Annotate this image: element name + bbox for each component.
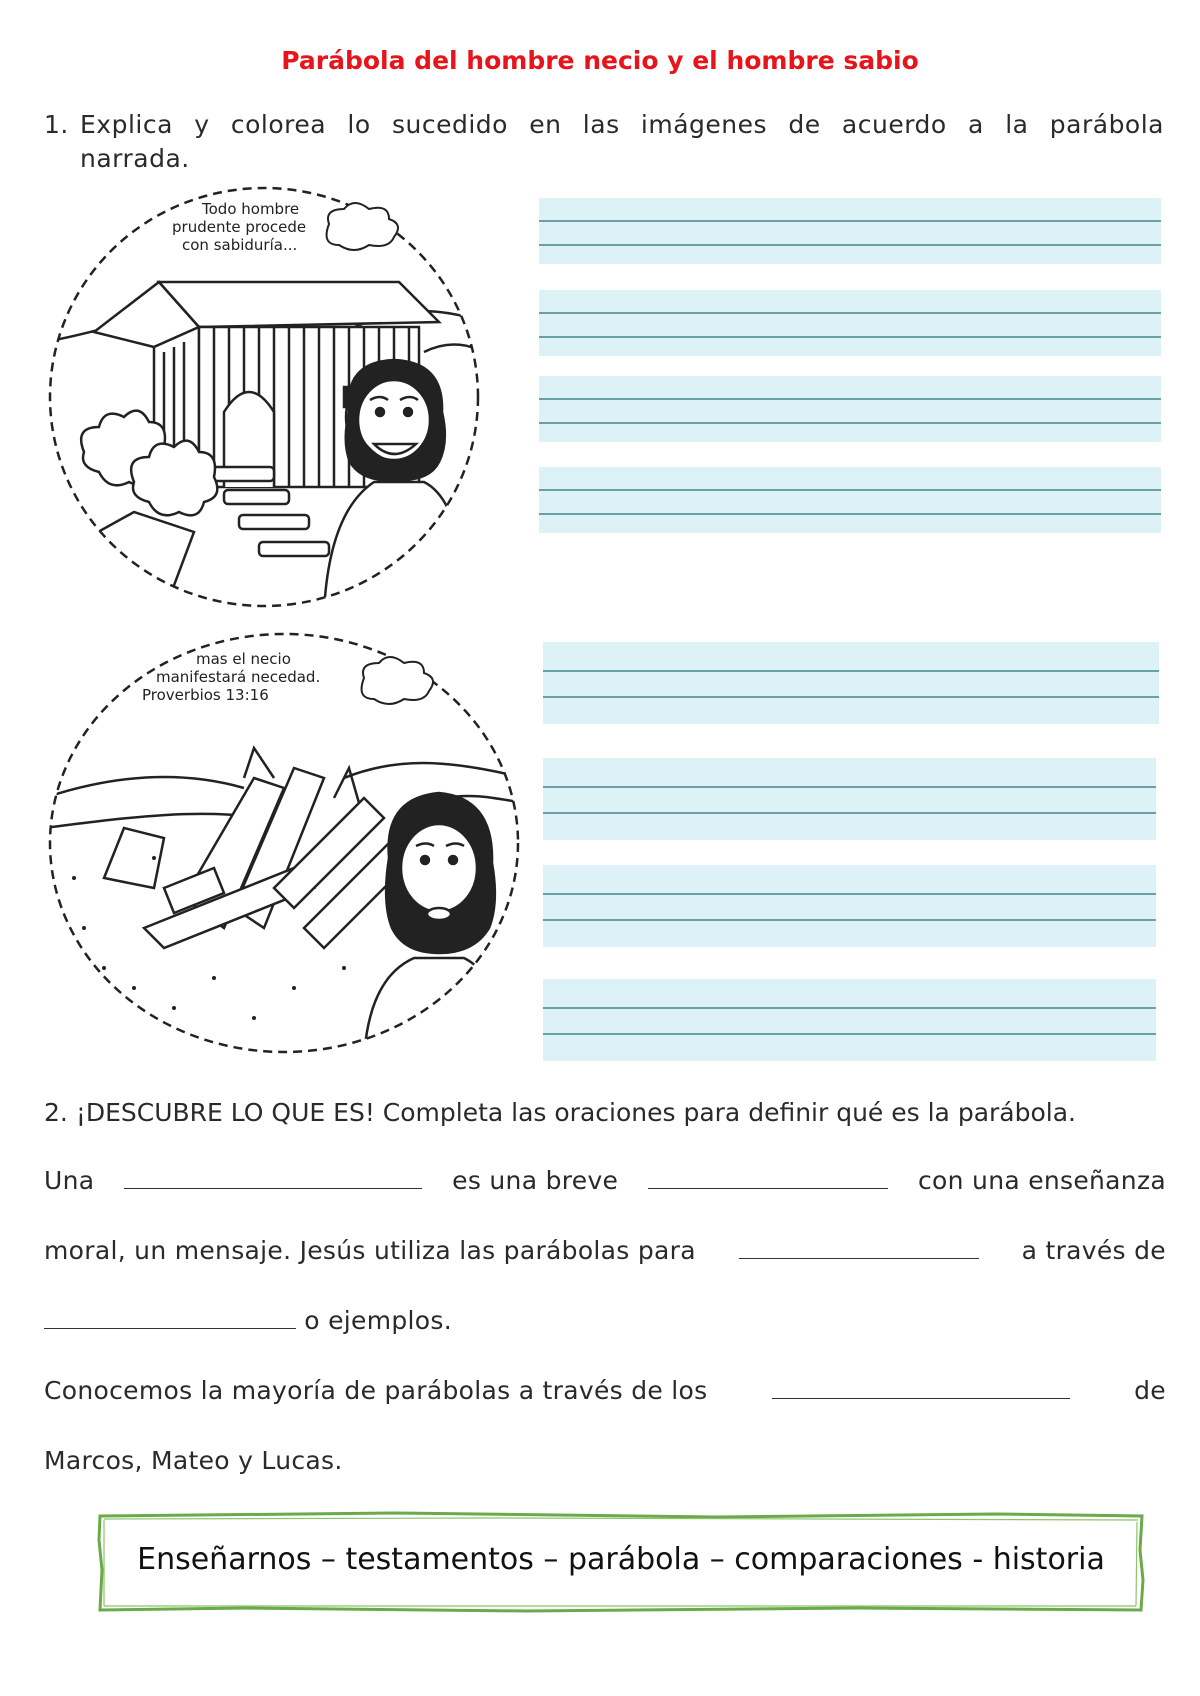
writing-area-4[interactable] — [539, 467, 1161, 533]
sentence-text: moral, un mensaje. Jesús utiliza las parábolas para — [44, 1236, 696, 1265]
writing-area-1[interactable] — [539, 198, 1161, 264]
sentence-line-1 — [44, 1166, 1166, 1195]
sentence-text: Marcos, Mateo y Lucas. — [44, 1446, 343, 1475]
bubble-line-3: con sabiduría... — [182, 236, 298, 254]
question-1-number: 1. — [44, 110, 69, 139]
writing-area-3[interactable] — [539, 376, 1161, 442]
illustration-foolish-man — [44, 628, 524, 1058]
blank-2[interactable] — [648, 1166, 888, 1189]
sentence-text: a través de — [1021, 1236, 1166, 1265]
question-2 — [44, 1098, 1076, 1127]
illustration-wise-man — [44, 182, 484, 612]
sentence-text: Una — [44, 1166, 95, 1195]
bubble-line-3: Proverbios 13:16 — [142, 686, 269, 704]
blank-5[interactable] — [772, 1376, 1070, 1399]
question-2-number: 2. — [44, 1098, 68, 1127]
writing-area-7[interactable] — [543, 865, 1156, 947]
writing-area-8[interactable] — [543, 979, 1156, 1061]
blank-1[interactable] — [124, 1166, 422, 1189]
bubble-line-1: Todo hombre — [202, 200, 300, 218]
sentence-line-4 — [44, 1376, 1166, 1405]
foolish-man-drawing — [44, 628, 524, 1058]
blank-4[interactable] — [44, 1306, 296, 1329]
question-1 — [44, 108, 1164, 176]
writing-area-6[interactable] — [543, 758, 1156, 840]
sentence-line-2 — [44, 1236, 1166, 1265]
sentence-text: o ejemplos. — [304, 1306, 452, 1335]
blank-3[interactable] — [739, 1236, 979, 1259]
wise-man-drawing — [44, 182, 484, 612]
word-bank — [96, 1510, 1146, 1614]
sentence-line-3 — [44, 1306, 1166, 1335]
worksheet-title: Parábola del hombre necio y el hombre sabio — [281, 46, 919, 75]
question-2-text: ¡DESCUBRE LO QUE ES! Completa las oraciones para definir qué es la parábola. — [75, 1098, 1076, 1127]
sentence-text: con una enseñanza — [918, 1166, 1166, 1195]
bubble-line-2: prudente procede — [172, 218, 307, 236]
word-bank-words: Enseñarnos – testamentos – parábola – comparaciones - historia — [137, 1542, 1105, 1577]
sentence-text: es una breve — [452, 1166, 619, 1195]
writing-area-2[interactable] — [539, 290, 1161, 356]
sentence-text: Conocemos la mayoría de parábolas a través de los — [44, 1376, 708, 1405]
writing-area-5[interactable] — [543, 642, 1159, 724]
sentence-text: de — [1134, 1376, 1166, 1405]
sentence-line-5 — [44, 1446, 1166, 1475]
question-1-text: Explica y colorea lo sucedido en las imágenes de acuerdo a la parábola narrada. — [80, 110, 1164, 173]
bubble-line-2: manifestará necedad. — [156, 668, 321, 686]
bubble-line-1: mas el necio — [196, 650, 291, 668]
